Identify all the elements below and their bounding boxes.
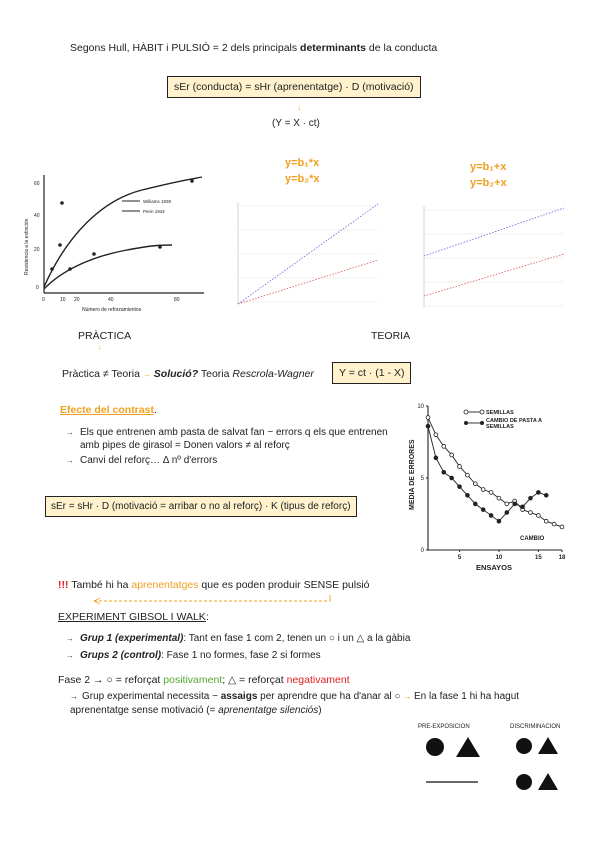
errors-series-1-point (505, 502, 509, 506)
contrast-bullets (66, 426, 396, 469)
practice-line: Pràctica ≠ Teoria → Solució? Teoria Rescrola-Wagner (62, 368, 314, 380)
errors-series-2-point (458, 485, 462, 489)
contrast-bullet-1: → Els que entrenen amb pasta de salvat fan − errors q els que entrenen amb pipes de girasol = Donen valors ≠ al reforç (66, 426, 396, 452)
shapes-label-pre: PRE-EXPOSICION (418, 724, 470, 730)
hull-x-tick-0: 0 (42, 297, 45, 303)
mid-line-red (238, 260, 378, 304)
errors-series-1-point (552, 522, 556, 526)
hull-y-tick-40: 40 (34, 213, 40, 219)
errors-chart-xlabel: ENSAYOS (476, 563, 512, 572)
right-line-blue (424, 208, 564, 256)
errors-series-2-point (536, 491, 540, 495)
errors-series-1-point (426, 416, 430, 420)
disc-triangle-shape-1 (538, 737, 558, 754)
errors-series-2-point (521, 505, 525, 509)
errors-y-tick: 5 (420, 476, 424, 482)
disc-circle-shape-2 (516, 774, 532, 790)
errors-series-1-point (536, 514, 540, 518)
errors-series-2-point (544, 493, 548, 497)
errors-series-1-point (458, 465, 462, 469)
practice-arrow: → (142, 370, 151, 379)
errors-series-2-point (442, 470, 446, 474)
hull-point (58, 243, 62, 247)
hull-y-label: Resistencia a la extinción (24, 218, 30, 275)
errors-legend-1: SEMILLAS (486, 410, 514, 416)
experiment-bullets (66, 632, 426, 664)
contrast-bullet-2: → Canvi del reforç… Δ nº d'errors (66, 454, 396, 467)
contrast-title: Efecte del contrast. (60, 404, 157, 416)
hull-axes (44, 175, 204, 293)
disc-triangle-shape-2 (538, 773, 558, 790)
hull-point (190, 179, 194, 183)
errors-series-1-point (481, 488, 485, 492)
hull-x-tick-40: 40 (108, 297, 114, 303)
errors-series-2-point (434, 456, 438, 460)
experiment-bullet-2: → Grups 2 (control): Fase 1 no formes, fase 2 si formes (66, 649, 426, 662)
errors-series-2-point (489, 514, 493, 518)
hull-point (92, 252, 96, 256)
right-graph (418, 200, 568, 312)
errors-y-tick: 10 (417, 404, 424, 410)
errors-series-2-point (529, 496, 533, 500)
errors-x-tick: 5 (457, 555, 462, 561)
hull-point (158, 245, 162, 249)
errors-series-1-point (473, 482, 477, 486)
right-eq-2: y=b₂+x (470, 177, 507, 189)
hull-y-tick-0: 0 (36, 285, 39, 291)
solucio: Solució? (153, 368, 199, 380)
label-teoria: TEORIA (371, 330, 411, 342)
errors-series-2-point (513, 502, 517, 506)
pre-triangle-shape (456, 737, 480, 757)
errors-series-1-point (450, 453, 454, 457)
shapes-label-disc: DISCRIMINACION (510, 724, 561, 730)
ser-formula-box: sEr = sHr · D (motivació = arribar o no al reforç) · K (tipus de reforç) (45, 496, 357, 517)
disc-circle-shape-1 (516, 738, 532, 754)
experiment-title: EXPERIMENT GIBSOL I WALK: (58, 611, 209, 623)
label-practica: PRÀCTICA (78, 330, 132, 342)
mid-eq-2: y=b₂*x (285, 173, 320, 185)
errors-legend-2: CAMBIO DE PASTA A SEMILLAS (486, 418, 542, 430)
hull-y-tick-20: 20 (34, 247, 40, 253)
errors-series-2-point (473, 502, 477, 506)
practica-arrow: ↓ (98, 344, 102, 351)
errors-x-tick: 15 (535, 555, 542, 561)
errors-series-1-point (434, 433, 438, 437)
phase2-line: Fase 2 → ○ = reforçat positivament; △ = reforçat negativament (58, 674, 350, 686)
errors-series-2-point (497, 519, 501, 523)
exclamation-marks: !!! (58, 579, 69, 591)
hull-x-tick-10: 10 (60, 297, 66, 303)
errors-y-tick: 0 (420, 548, 424, 554)
errors-x-tick: 18 (558, 555, 566, 561)
rescorla-wagner-box: Y = ct · (1 - X) (332, 362, 411, 384)
hull-chart (22, 165, 212, 315)
conclusion: → Grup experimental necessita − assaigs per aprendre que ha d'anar al ○ → En la fase 1 hi ha hagut aprenentatge sense motivació (= aprenentatge silenciós) (70, 691, 520, 716)
hull-point (50, 267, 54, 271)
errors-series-2-point (505, 511, 509, 515)
errors-series-1-point (466, 473, 470, 477)
errors-series-2-point (426, 424, 430, 428)
hull-legend-1: Williams 1938 (143, 199, 172, 204)
hull-point (60, 201, 64, 205)
errors-chart (400, 398, 575, 578)
errors-series-line-2 (428, 426, 546, 521)
hull-formula-box: sEr (conducta) = sHr (aprenentatge) · D (motivació) (167, 76, 421, 98)
errors-series-1-point (442, 444, 446, 448)
down-arrow: ↓ (297, 103, 301, 112)
errors-annotation: CAMBIO (520, 536, 545, 542)
also-line: !!! També hi ha aprenentatges que es poden produir SENSE pulsió (58, 579, 370, 591)
errors-series-2-point (481, 508, 485, 512)
hull-x-tick-20: 20 (74, 297, 80, 303)
errors-series-1-point (560, 525, 564, 529)
hull-point (68, 267, 72, 271)
dashed-bracket-arrow (90, 592, 340, 606)
errors-x-tick: 10 (495, 555, 503, 561)
errors-chart-ylabel: MEDIA DE ERRORES (409, 439, 416, 510)
errors-series-1-point (529, 511, 533, 515)
errors-series-1-point (544, 519, 548, 523)
right-line-red (424, 254, 564, 296)
pre-circle-shape (426, 738, 444, 756)
shapes-figure (420, 730, 570, 800)
mid-eq-1: y=b₁*x (285, 157, 320, 169)
formula-sub: (Y = X · ct) (272, 118, 320, 129)
right-eq-1: y=b₁+x (470, 161, 507, 173)
errors-chart-legend (464, 410, 566, 438)
mid-graph (232, 192, 382, 312)
hull-x-tick-80: 80 (174, 297, 180, 303)
intro-line: Segons Hull, HÀBIT i PULSIÓ = 2 dels principals determinants de la conducta (70, 42, 438, 54)
experiment-bullet-1: → Grup 1 (experimental): Tant en fase 1 com 2, tenen un ○ i un △ a la gàbia (66, 632, 426, 645)
errors-series-1-point (497, 496, 501, 500)
errors-series-2-point (450, 476, 454, 480)
hull-y-tick-60: 60 (34, 181, 40, 187)
hull-legend-2: Perin 1942 (143, 209, 165, 214)
hull-x-label: Número de reforzamientos (82, 307, 142, 313)
intro-bold: determinants (300, 42, 366, 54)
errors-series-1-point (489, 491, 493, 495)
errors-series-2-point (466, 493, 470, 497)
